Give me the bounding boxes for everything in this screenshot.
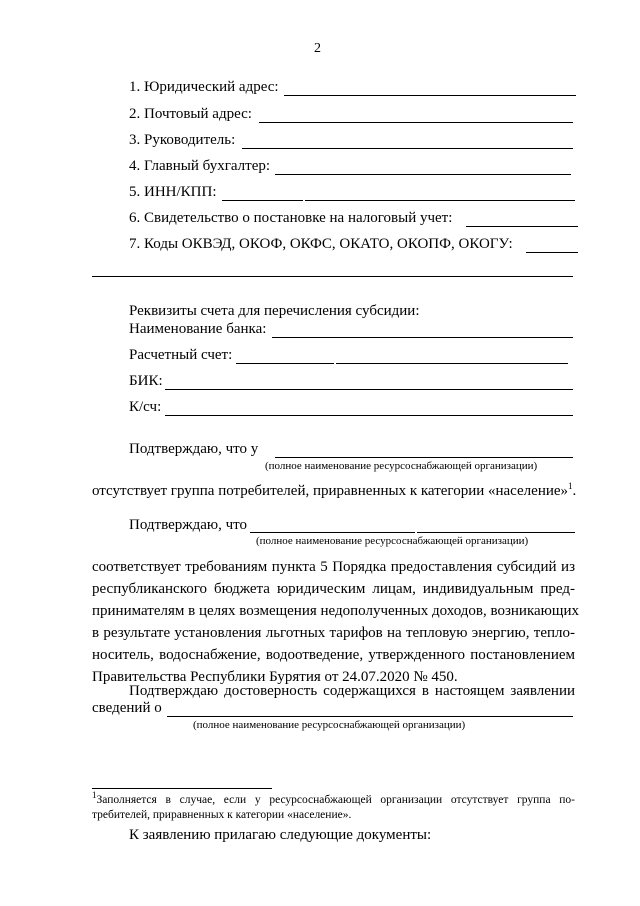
paragraph-line: Подтверждаю достоверность содержащихся в настоящем заявлении	[129, 683, 575, 699]
inn-kpp-label: 5. ИНН/КПП:	[129, 184, 217, 200]
footnote-line1-text: Заполняется в случае, если у ресурсоснабжающей организации отсутствует группа по-	[96, 794, 575, 806]
paragraph-line: Правительства Республики Бурятия от 24.07.2020 № 450.	[92, 669, 458, 685]
codes-field[interactable]	[526, 252, 578, 253]
confirm2-org-field-part1[interactable]	[250, 532, 415, 533]
inn-field[interactable]	[222, 200, 303, 201]
legal-address-field[interactable]	[284, 95, 576, 96]
confirm1-text-body: отсутствует группа потребителей, приравненных к категории «население»	[92, 483, 569, 499]
paragraph-line: носитель, водоснабжение, водоотведение, утвержденного постановлением	[92, 647, 575, 663]
confirm1-text-tail: .	[572, 483, 577, 499]
account-field-part1[interactable]	[236, 363, 334, 364]
confirm2-label: Подтверждаю, что	[129, 517, 248, 533]
confirm3-label: сведений о	[92, 700, 162, 716]
tax-certificate-label: 6. Свидетельство о постановке на налоговый учет:	[129, 210, 453, 226]
footnote-mark: 1	[92, 790, 97, 801]
paragraph-line: республиканского бюджета юридическим лицам, индивидуальным пред-	[92, 581, 575, 597]
confirm3-org-field[interactable]	[167, 716, 573, 717]
postal-address-label: 2. Почтовый адрес:	[129, 106, 252, 122]
footnote	[92, 790, 575, 823]
paragraph-line: в результате установления льготных тарифов на тепловую энергию, тепло-	[92, 625, 575, 641]
codes-label: 7. Коды ОКВЭД, ОКОФ, ОКФС, ОКАТО, ОКОПФ, ОКОГУ:	[129, 236, 513, 252]
director-field[interactable]	[242, 148, 573, 149]
tax-certificate-field[interactable]	[466, 226, 578, 227]
confirm3-caption: (полное наименование ресурсоснабжающей организации)	[193, 719, 466, 731]
paragraph-line: принимателям в целях возмещения недополученных доходов, возникающих	[92, 603, 579, 619]
bank-name-label: Наименование банка:	[129, 321, 267, 337]
paragraph-line: соответствует требованиям пункта 5 Порядка предоставления субсидий из	[92, 559, 575, 575]
chief-accountant-field[interactable]	[275, 174, 571, 175]
confirm1-caption: (полное наименование ресурсоснабжающей организации)	[265, 460, 538, 472]
page-number: 2	[314, 41, 321, 56]
bank-heading: Реквизиты счета для перечисления субсидии:	[129, 303, 420, 319]
account-label: Расчетный счет:	[129, 347, 233, 363]
footnote-ref: 1	[568, 481, 573, 491]
confirm1-text	[92, 482, 576, 500]
chief-accountant-label: 4. Главный бухгалтер:	[129, 158, 271, 174]
confirm3-line1	[129, 680, 575, 702]
bik-label: БИК:	[129, 373, 163, 389]
footnote-line: требителей, приравненных к категории «население».	[92, 809, 352, 821]
bank-name-field[interactable]	[272, 337, 573, 338]
codes-field-continuation[interactable]	[92, 276, 573, 277]
account-field-part2[interactable]	[336, 363, 568, 364]
ks-label: К/сч:	[129, 399, 162, 415]
postal-address-field[interactable]	[259, 122, 573, 123]
confirm1-org-field[interactable]	[275, 457, 573, 458]
bik-field[interactable]	[165, 389, 573, 390]
confirm2-caption: (полное наименование ресурсоснабжающей организации)	[256, 535, 529, 547]
confirm2-org-field-part2[interactable]	[417, 532, 575, 533]
confirm2-paragraph	[92, 556, 579, 688]
legal-address-label: 1. Юридический адрес:	[129, 79, 279, 95]
confirm1-label: Подтверждаю, что у	[129, 441, 259, 457]
director-label: 3. Руководитель:	[129, 132, 236, 148]
footnote-line	[92, 790, 575, 808]
attachments-heading: К заявлению прилагаю следующие документы:	[129, 827, 432, 843]
footnote-separator	[92, 788, 272, 789]
kpp-field[interactable]	[305, 200, 575, 201]
ks-field[interactable]	[165, 415, 573, 416]
